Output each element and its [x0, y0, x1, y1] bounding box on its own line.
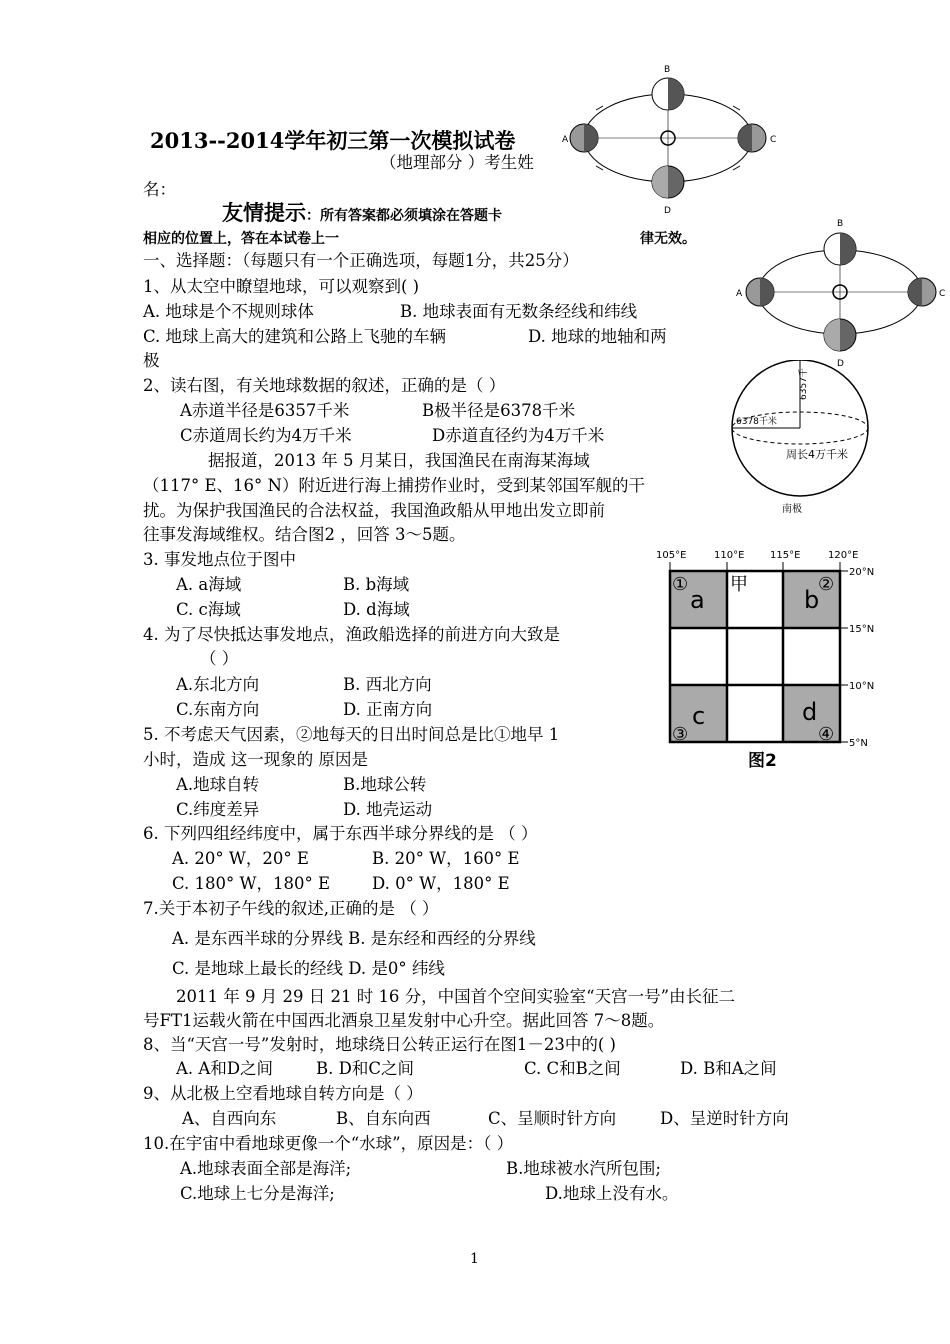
q10-stem: 10.在宇宙中看地球更像一个“水球”，原因是：（ ） — [143, 1134, 514, 1153]
page-title: 2013--2014学年初三第一次模拟试卷 — [150, 128, 516, 153]
q3-option-c: C. c海域 — [176, 600, 241, 619]
q10-option-b: B.地球被水汽所包围; — [506, 1159, 661, 1178]
page-number: 1 — [470, 1251, 479, 1267]
lon-label-110: 110°E — [714, 550, 745, 561]
q9-option-a: A、自西向东 — [182, 1109, 277, 1128]
lon-label-115: 115°E — [770, 550, 801, 561]
figure-caption: 图2 — [748, 751, 777, 771]
tip-line2a: 相应的位置上，答在本试卷上一 — [143, 231, 339, 247]
q7-options-cd: C. 是地球上最长的经线 D. 是0° 纬线 — [172, 959, 445, 978]
q7-options-ab: A. 是东西半球的分界线 B. 是东经和西经的分界线 — [172, 929, 536, 948]
q3-option-a: A. a海域 — [176, 575, 242, 594]
location-jia-label: 甲 — [730, 574, 748, 595]
q9-option-c: C、呈顺时针方向 — [488, 1109, 617, 1128]
q2-option-c: C赤道周长约为4万千米 — [180, 426, 352, 445]
q5-stem-line2: 小时，造成 这一现象的 原因是 — [143, 750, 368, 769]
q5-option-d: D. 地壳运动 — [343, 800, 433, 819]
q8-option-a: A. A和D之间 — [176, 1059, 274, 1078]
q6-option-c: C. 180° W，180° E — [172, 874, 331, 893]
q4-option-c: C.东南方向 — [176, 700, 260, 719]
orbit2-label-a: A — [736, 289, 743, 299]
polar-radius-label: 6357千 — [799, 368, 809, 400]
point-1-label: ① — [672, 574, 689, 595]
q4-stem: 4. 为了尽快抵达事发地点，渔政船选择的前进方向大致是 — [143, 625, 560, 644]
q5-stem-line1: 5. 不考虑天气因素，②地每天的日出时间总是比①地早 1 — [143, 725, 560, 744]
circumference-label: 周长4万千米 — [786, 448, 848, 461]
lon-label-105: 105°E — [656, 550, 687, 561]
lat-label-20: 20°N — [849, 567, 875, 578]
subtitle: （地理部分 ）考生姓 — [380, 153, 534, 172]
q6-option-d: D. 0° W，180° E — [372, 874, 510, 893]
q9-option-b: B、自东向西 — [336, 1109, 431, 1128]
lat-label-10: 10°N — [849, 681, 875, 692]
orbit2-label-c: C — [939, 289, 946, 299]
equatorial-radius-label: 6378千米 — [736, 417, 777, 427]
q5-option-b: B.地球公转 — [343, 775, 427, 794]
q8-option-b: B. D和C之间 — [316, 1059, 414, 1078]
q10-option-a: A.地球表面全部是海洋; — [180, 1159, 352, 1178]
tip-line2b: 律无效。 — [640, 231, 696, 247]
orbit1-label-b: B — [664, 65, 671, 75]
q10-option-d: D.地球上没有水。 — [545, 1184, 679, 1203]
passage2-line1: 2011 年 9 月 29 日 21 时 16 分，中国首个空间实验室“天宫一号”由长征二 — [176, 987, 736, 1006]
orbit2-label-d: D — [837, 359, 844, 369]
tip-text: ：所有答案都必须填涂在答题卡 — [306, 208, 502, 224]
q6-option-a: A. 20° W，20° E — [172, 849, 309, 868]
south-pole-label: 南极 — [782, 504, 802, 515]
point-3-label: ③ — [672, 724, 689, 745]
cell-a-label: a — [690, 586, 705, 614]
q9-option-d: D、呈逆时针方向 — [660, 1109, 789, 1128]
name-label: 名： — [143, 180, 176, 199]
lat-label-15: 15°N — [849, 624, 875, 635]
point-4-label: ④ — [818, 724, 835, 745]
q8-option-c: C. C和B之间 — [524, 1059, 621, 1078]
q9-stem: 9、从北极上空看地球自转方向是（ ） — [143, 1084, 423, 1103]
q1-option-d: D. 地球的地轴和两 — [528, 327, 667, 346]
tip — [222, 202, 502, 227]
passage1-line2: （117° E、16° N）附近进行海上捕捞作业时，受到某邻国军舰的干 — [143, 476, 645, 495]
section-heading: 一、选择题：（每题只有一个正确选项，每题1分，共25分） — [143, 251, 579, 270]
lon-label-120: 120°E — [828, 550, 859, 561]
q5-option-c: C.纬度差异 — [176, 800, 260, 819]
q8-stem: 8、当“天宫一号”发射时，地球绕日公转正运行在图1－23中的( ) — [143, 1035, 616, 1054]
passage1-line3: 扰。为保护我国渔民的合法权益，我国渔政船从甲地出发立即前 — [143, 501, 605, 520]
q6-stem: 6. 下列四组经纬度中，属于东西半球分界线的是 （ ） — [143, 824, 538, 843]
q6-option-b: B. 20° W，160° E — [372, 849, 520, 868]
orbit1-label-a: A — [562, 135, 569, 145]
q1-stem: 1、从太空中瞭望地球，可以观察到( ) — [143, 277, 420, 296]
earth-sphere-diagram — [718, 360, 888, 520]
orbit-diagram-2 — [733, 214, 948, 374]
orbit-diagram-1 — [558, 58, 778, 218]
q2-option-b: B极半径是6378千米 — [422, 401, 576, 420]
point-2-label: ② — [818, 574, 835, 595]
passage1-line4: 往事发海域维权。结合图2 ，回答 3～5题。 — [143, 525, 466, 544]
grid-map-figure-2 — [652, 544, 890, 776]
q1-option-a: A. 地球是个不规则球体 — [143, 302, 314, 321]
q2-option-d: D赤道直径约为4万千米 — [432, 426, 605, 445]
q5-option-a: A.地球自转 — [176, 775, 260, 794]
q10-option-c: C.地球上七分是海洋; — [180, 1184, 335, 1203]
orbit1-label-d: D — [664, 206, 671, 216]
q1-option-d-cont: 极 — [143, 351, 160, 370]
q2-stem: 2、读右图，有关地球数据的叙述，正确的是（ ） — [143, 376, 506, 395]
cell-d-label: d — [802, 698, 818, 726]
q4-option-d: D. 正南方向 — [343, 700, 433, 719]
q4-answer-paren: （ ） — [200, 649, 239, 668]
orbit1-label-c: C — [770, 135, 777, 145]
q1-option-c: C. 地球上高大的建筑和公路上飞驰的车辆 — [143, 327, 447, 346]
passage1-line1: 据报道，2013 年 5 月某日，我国渔民在南海某海域 — [208, 451, 590, 470]
passage2-line2: 号FT1运载火箭在中国西北酒泉卫星发射中心升空。据此回答 7～8题。 — [143, 1011, 665, 1030]
cell-c-label: c — [692, 702, 706, 730]
q1-option-b: B. 地球表面有无数条经线和纬线 — [400, 302, 638, 321]
cell-b-label: b — [804, 586, 820, 614]
q7-stem: 7.关于本初子午线的叙述,正确的是 （ ） — [143, 899, 439, 918]
q8-option-d: D. B和A之间 — [680, 1059, 777, 1078]
q3-option-d: D. d海域 — [343, 600, 410, 619]
q4-option-b: B. 西北方向 — [343, 675, 432, 694]
lat-label-5: 5°N — [849, 738, 868, 749]
tip-label: 友情提示 — [222, 200, 306, 225]
q3-stem: 3. 事发地点位于图中 — [143, 550, 296, 569]
orbit2-label-b: B — [837, 219, 844, 229]
q2-option-a: A赤道半径是6357千米 — [180, 401, 350, 420]
q4-option-a: A.东北方向 — [176, 675, 260, 694]
q3-option-b: B. b海域 — [343, 575, 410, 594]
